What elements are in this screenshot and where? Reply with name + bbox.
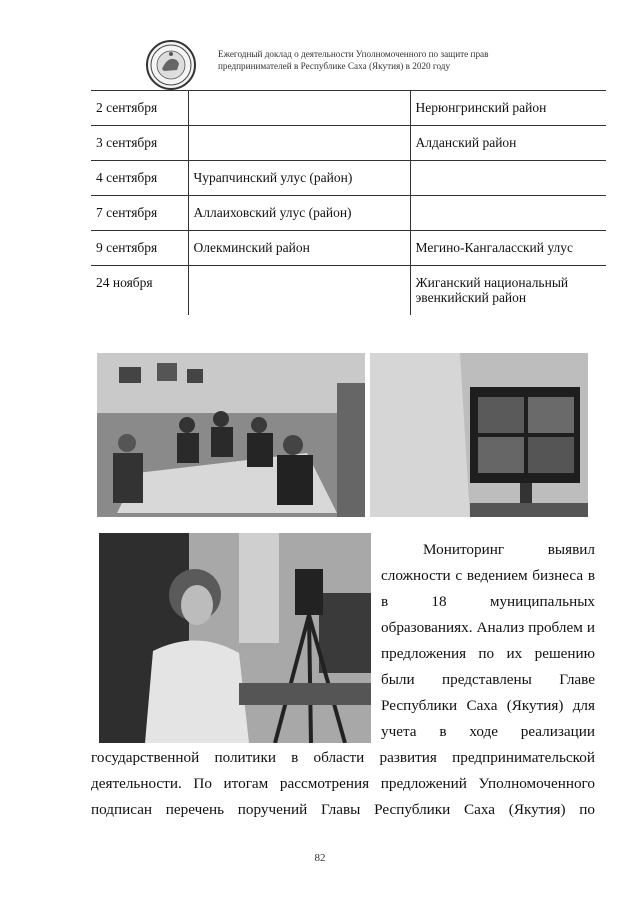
date-cell: 24 ноября xyxy=(91,266,188,316)
district-cell: Алданский район xyxy=(410,126,606,161)
header-line-2: предпринимателей в Республике Саха (Якутия) в 2020 году xyxy=(218,61,451,71)
text-line: подписан перечень поручений Главы Республики Саха (Якутия) по xyxy=(91,801,595,818)
text-line: в 18 муниципальных xyxy=(381,593,595,610)
date-cell: 9 сентября xyxy=(91,231,188,266)
district-cell xyxy=(410,161,606,196)
page-header xyxy=(146,40,546,90)
page-number: 82 xyxy=(314,852,326,864)
text-line: Республики Саха (Якутия) для xyxy=(381,697,595,714)
commissioner-seal-icon xyxy=(146,40,196,90)
district-cell xyxy=(188,266,410,316)
monitoring-paragraph-continued xyxy=(91,745,595,823)
date-cell: 4 сентября xyxy=(91,161,188,196)
table-row xyxy=(91,161,606,196)
district-cell: Олекминский район xyxy=(188,231,410,266)
text-line: предложения по их решению xyxy=(381,645,595,662)
monitoring-paragraph xyxy=(381,537,595,745)
header-line-1: Ежегодный доклад о деятельности Уполномоченного по защите прав xyxy=(218,49,489,59)
text-line: были представлены Главе xyxy=(381,671,595,688)
text-line: образованиях. Анализ проблем и xyxy=(381,619,595,636)
district-cell: Жиганский национальный эвенкийский район xyxy=(410,266,606,316)
text-line: сложности с ведением бизнеса в xyxy=(381,567,595,584)
district-cell: Чурапчинский улус (район) xyxy=(188,161,410,196)
date-cell: 2 сентября xyxy=(91,91,188,126)
table-row xyxy=(91,266,606,316)
district-cell xyxy=(188,126,410,161)
date-cell: 3 сентября xyxy=(91,126,188,161)
date-cell: 7 сентября xyxy=(91,196,188,231)
text-line: государственной политики в области развития предпринимательской xyxy=(91,749,595,766)
table-row xyxy=(91,91,606,126)
table-row xyxy=(91,196,606,231)
district-cell: Нерюнгринский район xyxy=(410,91,606,126)
report-header-text xyxy=(218,48,548,72)
table-row xyxy=(91,126,606,161)
district-cell xyxy=(188,91,410,126)
district-cell xyxy=(410,196,606,231)
district-cell: Аллаиховский улус (район) xyxy=(188,196,410,231)
text-line: Мониторинг выявил xyxy=(423,541,595,558)
video-conference-screen-photo xyxy=(370,353,588,517)
table-row xyxy=(91,231,606,266)
text-line: учета в ходе реализации xyxy=(381,723,595,740)
schedule-table xyxy=(91,90,606,315)
official-at-desk-with-camera-photo xyxy=(99,533,371,743)
text-line: деятельности. По итогам рассмотрения предложений Уполномоченного xyxy=(91,775,595,792)
district-cell: Мегино-Кангаласский улус xyxy=(410,231,606,266)
meeting-room-photo xyxy=(97,353,365,517)
